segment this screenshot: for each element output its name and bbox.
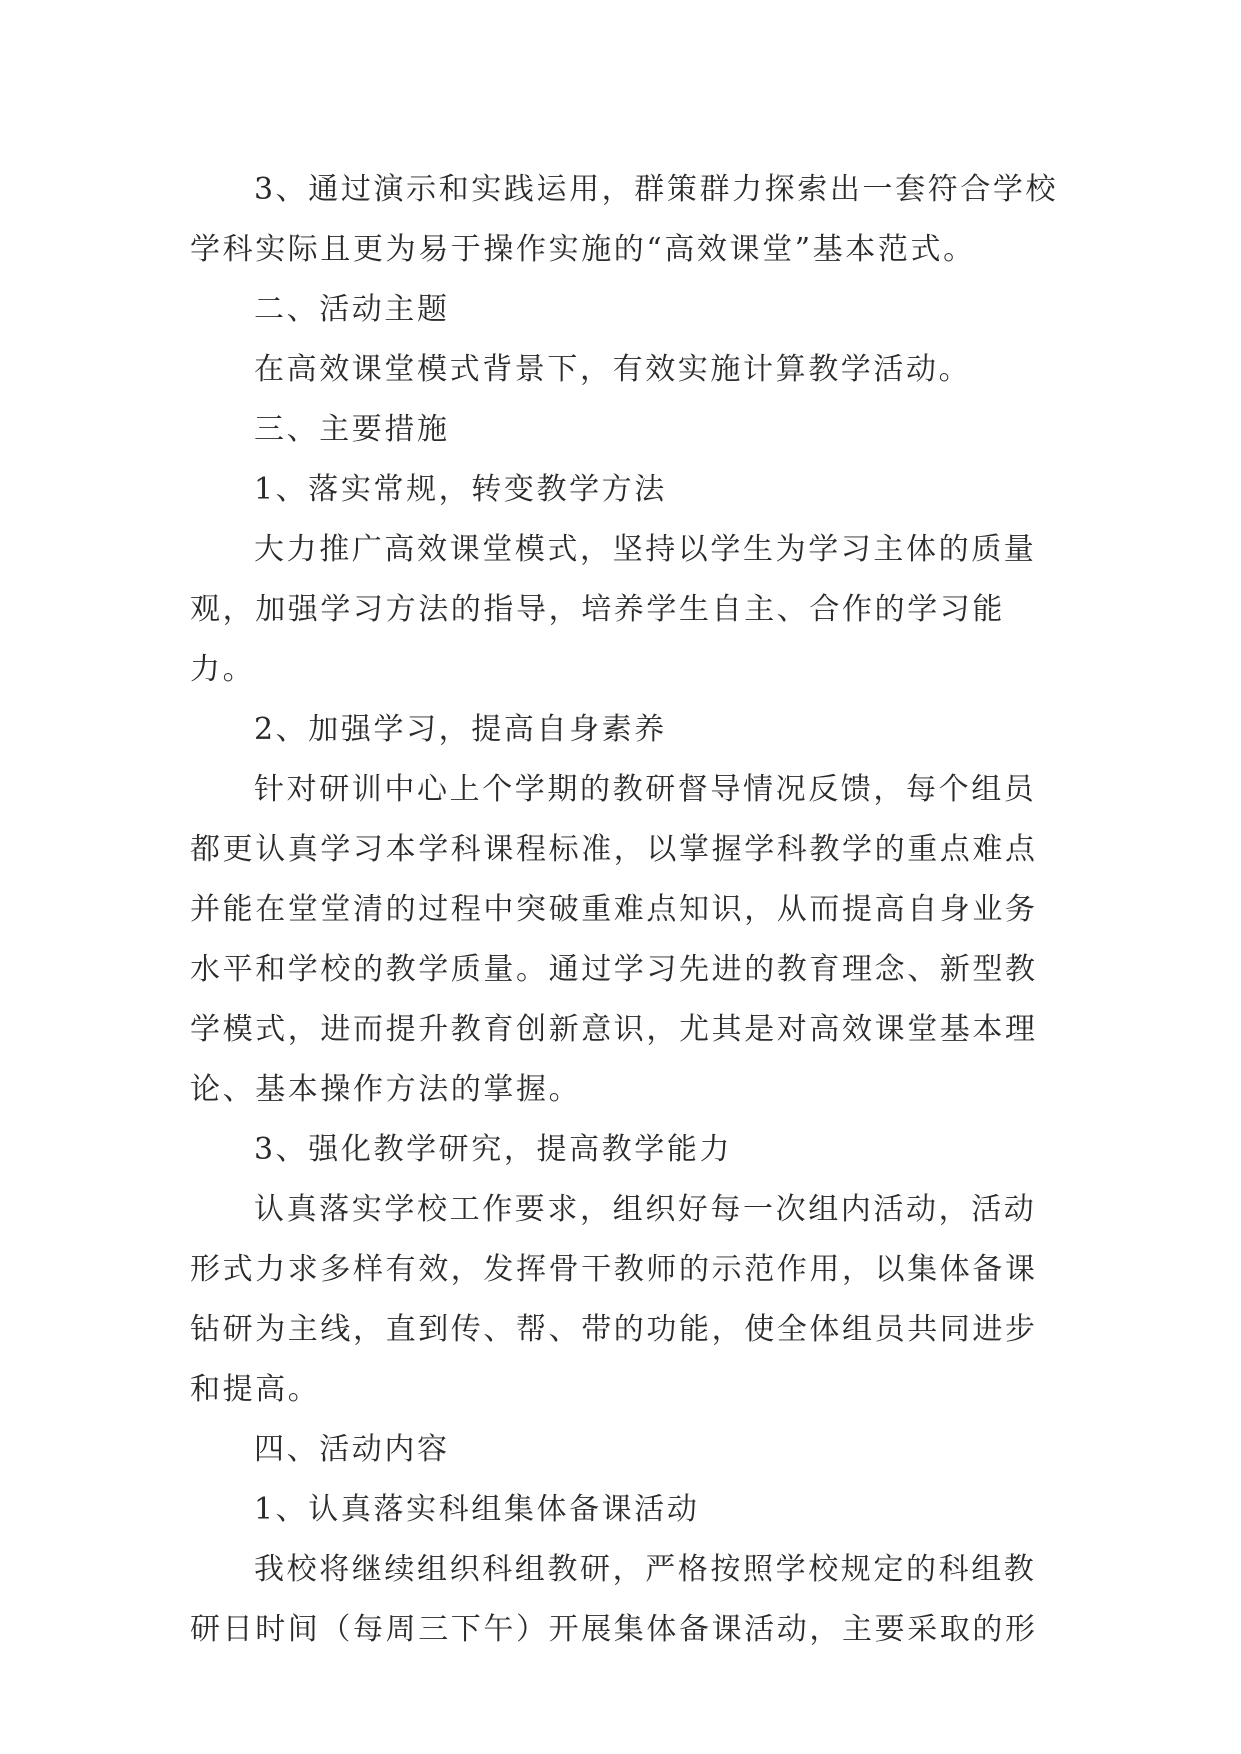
paragraph-measure-1: 大力推广高效课堂模式，坚持以学生为学习主体的质量观，加强学习方法的指导，培养学生自主、合作的学习能力。 <box>190 532 1037 687</box>
subheading-content-1: 1、认真落实科组集体备课活动 <box>254 1492 700 1527</box>
section-heading-main-measures: 三、主要措施 <box>254 412 450 447</box>
section-heading-activity-theme: 二、活动主题 <box>254 292 450 327</box>
document-body <box>190 160 1062 1660</box>
section-heading-activity-content: 四、活动内容 <box>254 1432 450 1467</box>
paragraph-activity-theme: 在高效课堂模式背景下，有效实施计算教学活动。 <box>254 352 972 387</box>
subheading-measure-2: 2、加强学习，提高自身素养 <box>254 712 667 747</box>
paragraph-measure-2: 针对研训中心上个学期的教研督导情况反馈，每个组员都更认真学习本学科课程标准，以掌握学科教学的重点难点并能在堂堂清的过程中突破重难点知识，从而提高自身业务水平和学校的教学质量。通过学习先进的教育理念、新型教学模式，进而提升教育创新意识，尤其是对高效课堂基本理论、基本操作方法的掌握。 <box>190 772 1038 1107</box>
paragraph-content-1: 我校将继续组织科组教研，严格按照学校规定的科组教研日时间（每周三下午）开展集体备课活动，主要采取的形 <box>190 1552 1038 1647</box>
paragraph-measure-3: 认真落实学校工作要求，组织好每一次组内活动，活动形式力求多样有效，发挥骨干教师的示范作用，以集体备课钻研为主线，直到传、帮、带的功能，使全体组员共同进步和提高。 <box>190 1192 1038 1407</box>
subheading-measure-1: 1、落实常规，转变教学方法 <box>254 472 667 507</box>
paragraph-goal-3: 3、通过演示和实践运用，群策群力探索出一套符合学校学科实际且更为易于操作实施的“高效课堂”基本范式。 <box>190 172 1059 267</box>
subheading-measure-3: 3、强化教学研究，提高教学能力 <box>254 1132 733 1167</box>
